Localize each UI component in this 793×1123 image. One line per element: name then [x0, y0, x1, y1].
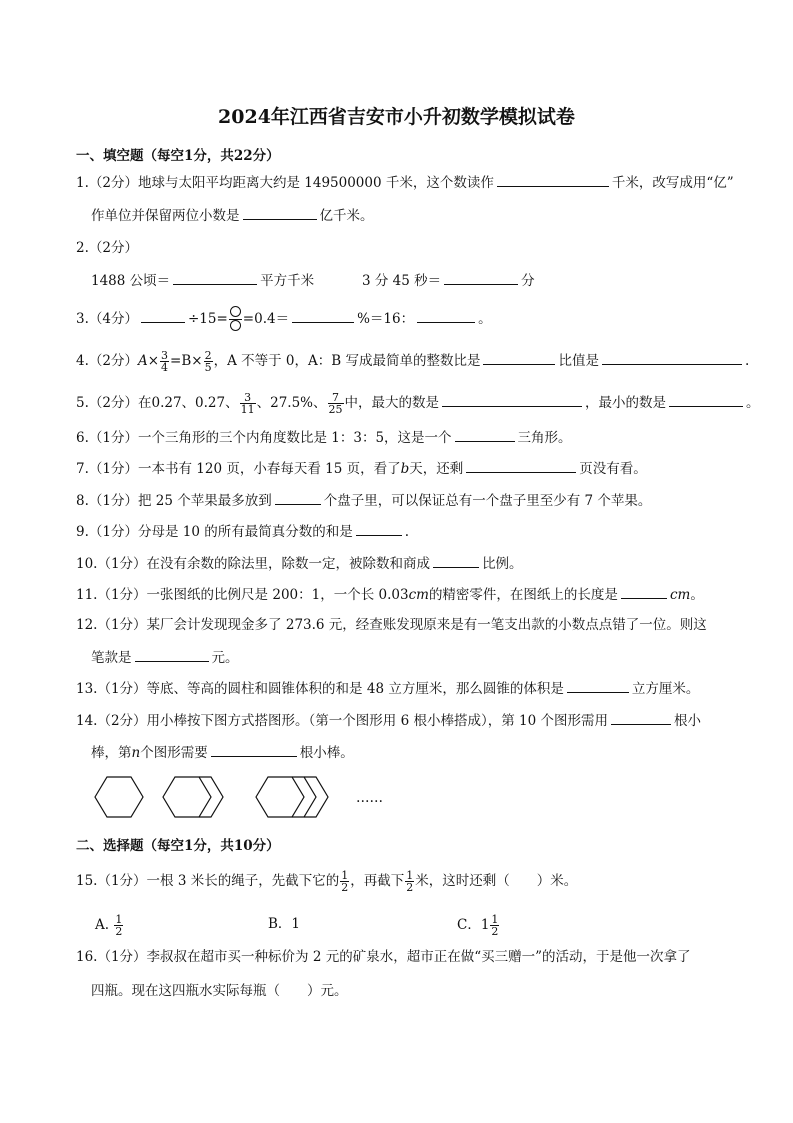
q11-text-b: 的精密零件，在图纸上的长度是 — [428, 587, 618, 603]
q5-text-a: 中，最大的数是 — [344, 395, 439, 411]
q3-text-a: ÷15= — [187, 311, 228, 327]
q3-text-c: %＝16： — [357, 311, 415, 327]
section-heading-fill-blank: 一、填空题（每空1分，共22分） — [76, 148, 280, 164]
q4-text-end: . — [744, 353, 750, 369]
question-14-line-1 — [76, 710, 701, 731]
q14-blank-1[interactable] — [611, 710, 671, 725]
q7-blank[interactable] — [466, 458, 576, 473]
q1-text-b: 千米，改写成用“亿” — [611, 175, 734, 191]
q15-fraction-1: $\frac{1}{2}$ — [341, 869, 349, 894]
q15-text-c: 米，这时还剩（ ）米。 — [415, 873, 578, 889]
q13-blank[interactable] — [567, 678, 629, 693]
q7-text-a: 7.（1分）一本书有 120 页，小春每天看 15 页，看了 — [76, 461, 401, 477]
question-1-line-2 — [91, 205, 374, 226]
section-heading-choice: 二、选择题（每空1分，共10分） — [76, 838, 280, 854]
q8-text-b: 个盘子里，可以保证总有一个盘子里至少有 7 个苹果。 — [323, 493, 652, 509]
q12-text-b: 笔款是 — [91, 650, 132, 666]
q6-text-a: 6.（1分）一个三角形的三个内角度数比是 1：3：5，这是一个 — [76, 430, 452, 446]
q7-text-c: 页没有看。 — [579, 461, 647, 477]
q15-text-b: ，再截下 — [350, 873, 405, 889]
q14-text-d: 个图形需要 — [140, 745, 208, 761]
q4-var-b: =B× — [170, 353, 203, 369]
q3-empty-fraction[interactable] — [229, 306, 242, 333]
q5-percent: 、27.5%、 — [256, 395, 327, 411]
q14-text-b: 根小 — [674, 713, 701, 729]
q14-variable: n — [131, 745, 141, 761]
q4-text-mid: 比值是 — [558, 353, 599, 369]
q13-text-a: 13.（1分）等底、等高的圆柱和圆锥体积的和是 48 立方厘米，那么圆锥的体积是 — [76, 681, 564, 697]
q1-blank-2[interactable] — [243, 205, 317, 220]
q9-text-a: 9.（1分）分母是 10 的所有最简真分数的和是 — [76, 524, 353, 540]
q4-text: ，A 不等于 0，A：B 写成最简单的整数比是 — [213, 353, 481, 369]
question-12-line-1: 12.（1分）某厂会计发现现金多了 273.6 元，经查账发现原来是有一笔支出款的小数点点错了一位。则这 — [76, 617, 707, 633]
q3-blank-2[interactable] — [292, 308, 354, 323]
figure-ellipsis: …… — [356, 790, 383, 806]
q1-blank-1[interactable] — [497, 172, 609, 187]
q6-blank[interactable] — [455, 427, 515, 442]
q3-text-d: 。 — [478, 311, 492, 327]
q2-text-a: 1488 公顷＝ — [91, 273, 171, 289]
q15-option-a-fraction: $\frac{1}{2}$ — [115, 913, 123, 938]
question-2-number: 2.（2分） — [76, 240, 138, 256]
q1-text-c: 作单位并保留两位小数是 — [91, 208, 240, 224]
q14-text-e: 根小棒。 — [299, 745, 354, 761]
q5-blank-2[interactable] — [669, 392, 743, 407]
q10-text-b: 比例。 — [482, 556, 523, 572]
q4-var-a: A — [137, 353, 148, 369]
q11-text-a: 11.（1分）一张图纸的比例尺是 200：1，一个长 0.03 — [76, 587, 409, 603]
q4-blank-2[interactable] — [602, 350, 742, 365]
question-16-line-1: 16.（1分）李叔叔在超市买一种标价为 2 元的矿泉水，超市正在做“买三赠一”的活动，于是他一次拿了 — [76, 949, 691, 965]
q2-text-c: 3 分 45 秒＝ — [362, 273, 442, 289]
question-15 — [76, 870, 577, 893]
question-2-line — [91, 270, 314, 291]
q8-blank[interactable] — [275, 490, 321, 505]
q4-number: 4.（2分） — [76, 353, 138, 369]
q3-blank-3[interactable] — [417, 308, 475, 323]
q3-text-b: =0.4＝ — [242, 311, 290, 327]
q4-blank-1[interactable] — [483, 350, 555, 365]
q1-text-a: 1.（2分）地球与太阳平均距离大约是 149500000 千米，这个数读作 — [76, 175, 494, 191]
question-4 — [76, 350, 749, 373]
q11-blank[interactable] — [621, 584, 667, 599]
q9-blank[interactable] — [356, 521, 402, 536]
q5-fraction-1: $\frac{3}{11}$ — [240, 391, 255, 416]
q15-option-b[interactable]: B．1 — [268, 916, 301, 932]
question-14-line-2 — [91, 742, 354, 763]
q8-text-a: 8.（1分）把 25 个苹果最多放到 — [76, 493, 272, 509]
q15-fraction-2: $\frac{1}{2}$ — [406, 869, 414, 894]
question-2-line-b — [362, 270, 535, 291]
question-7 — [76, 458, 647, 479]
q2-text-d: 分 — [521, 273, 535, 289]
q7-variable: b — [400, 461, 410, 477]
q15-option-c-fraction: $\frac{1}{2}$ — [491, 913, 499, 938]
question-6 — [76, 427, 572, 448]
q1-text-d: 亿千米。 — [319, 208, 374, 224]
q13-text-b: 立方厘米。 — [631, 681, 700, 697]
hexagon-stick-figure — [90, 772, 390, 822]
q3-blank-1[interactable] — [141, 308, 185, 323]
question-13 — [76, 678, 699, 699]
question-5: 5.（2分）在0.27、0.27、 $\frac{3}{11}$ 、27.5%、 $\frac{7}{25}$ 中，最大的数是 ，最小的数是 。 — [76, 391, 760, 416]
hexagon-figure-3 — [256, 777, 328, 817]
page-title: 2024年江西省吉安市小升初数学模拟试卷 — [218, 106, 575, 128]
q2-text-b: 平方千米 — [260, 273, 315, 289]
hexagon-figure-1 — [95, 777, 143, 817]
q7-text-b: 天，还剩 — [409, 461, 464, 477]
question-16-line-2: 四瓶。现在这四瓶水实际每瓶（ ）元。 — [91, 983, 348, 999]
q2-blank-2[interactable] — [444, 270, 518, 285]
q12-blank[interactable] — [135, 647, 209, 662]
question-9: 9.（1分）分母是 10 的所有最简真分数的和是 . — [76, 521, 409, 542]
q6-text-b: 三角形。 — [517, 430, 572, 446]
hexagon-figure-2 — [163, 777, 223, 817]
question-8 — [76, 490, 651, 511]
q15-option-a[interactable]: A. $\frac{1}{2}$ — [95, 913, 123, 938]
q14-blank-2[interactable] — [211, 742, 297, 757]
q4-fraction-1: $\frac{3}{4}$ — [161, 349, 169, 374]
q4-fraction-2: $\frac{2}{5}$ — [204, 349, 212, 374]
q5-number: 5.（2分）在 — [76, 395, 152, 411]
question-10 — [76, 553, 523, 574]
q10-text-a: 10.（1分）在没有余数的除法里，除数一定，被除数和商成 — [76, 556, 431, 572]
q3-number: 3.（4分） — [76, 311, 138, 327]
q5-value-2: 0.27 — [195, 395, 226, 411]
q4-times: × — [147, 353, 160, 369]
q14-text-a: 14.（2分）用小棒按下图方式搭图形。（第一个图形用 6 根小棒搭成），第 10 个图形需用 — [76, 713, 608, 729]
q15-option-c[interactable]: C．1 $\frac{1}{2}$ — [457, 913, 499, 938]
question-12-line-2 — [91, 647, 239, 668]
q5-text-b: ，最小的数是 — [585, 395, 666, 411]
q14-text-c: 棒，第 — [91, 745, 132, 761]
question-3 — [76, 306, 492, 333]
q5-blank-1[interactable] — [442, 392, 582, 407]
q12-text-c: 元。 — [211, 650, 239, 666]
q15-text-a: 15.（1分）一根 3 米长的绳子，先截下它的 — [76, 873, 340, 889]
q5-value-1: 0.27 — [151, 395, 182, 411]
question-11: 11.（1分）一张图纸的比例尺是 200：1，一个长 0.03cm的精密零件，在图纸上的长度是 cm。 — [76, 584, 704, 605]
q5-fraction-2: $\frac{7}{25}$ — [328, 391, 343, 416]
q10-blank[interactable] — [433, 553, 479, 568]
q2-blank-1[interactable] — [173, 270, 257, 285]
question-1-line-1 — [76, 172, 734, 193]
